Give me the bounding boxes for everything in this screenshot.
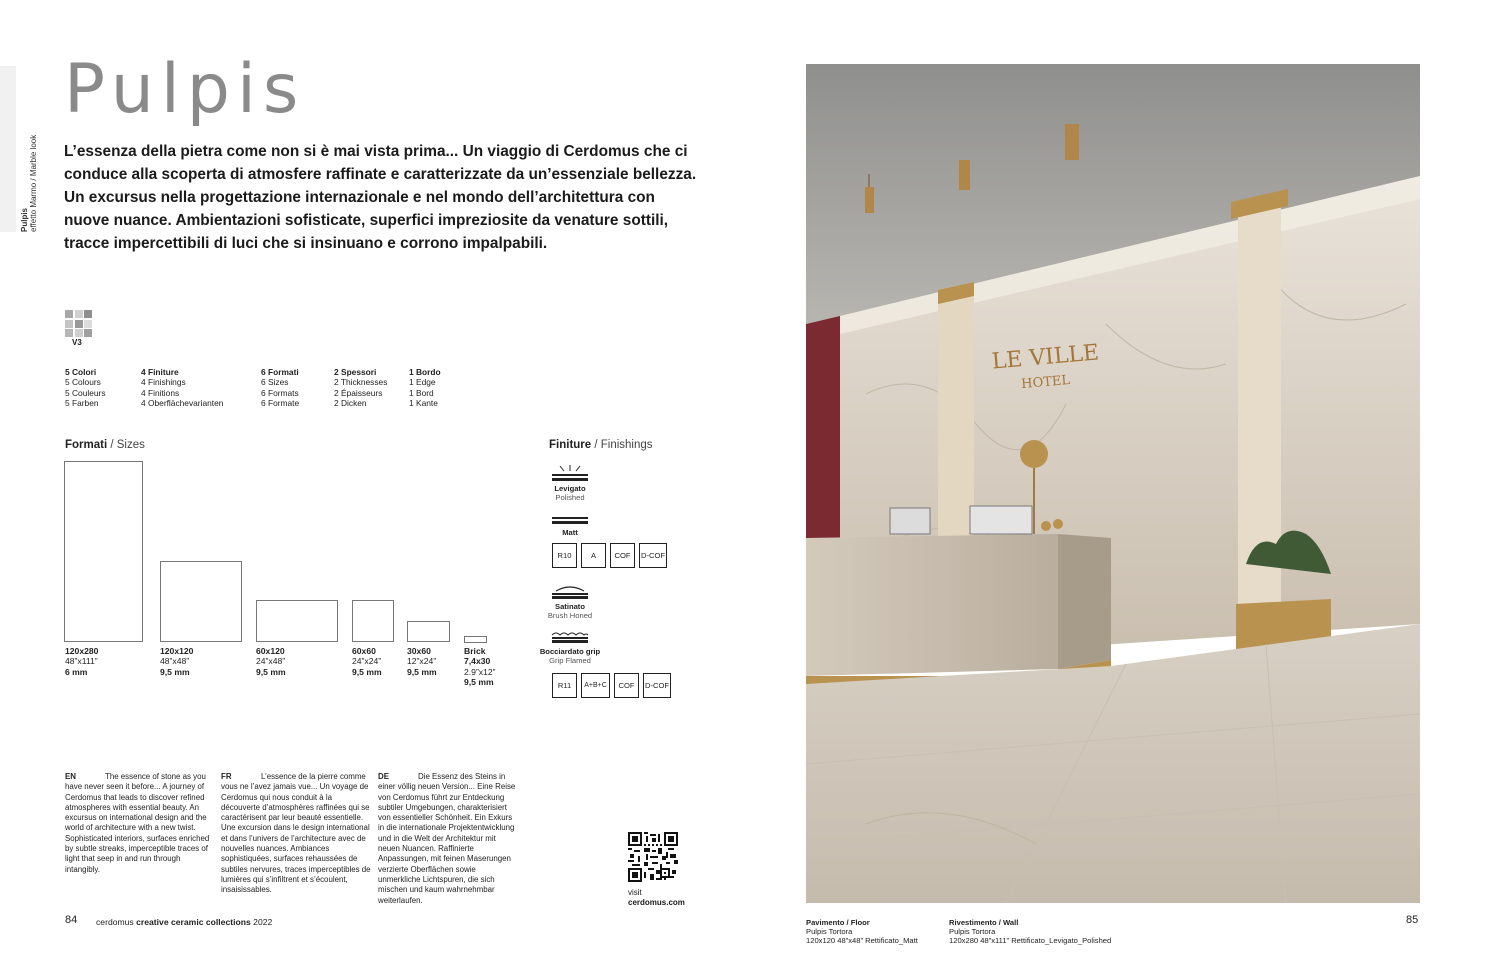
finish-grip-flamed: Bocciardato grip Grip Flamed [539, 647, 601, 665]
badge-cof: COF [614, 673, 639, 698]
text-en: EN The essence of stone as you have never seen it before... A journey of Cerdomus that leads to discover refined atmospheres with essential beauty. An excursus on international design and the world of architecture with a new twist. Sophisticated interiors, surfaces enriched by subtle streaks, imperceptible traces of light that seep in and run through intangibly. [65, 772, 210, 874]
finish-matt: Matt [562, 528, 578, 537]
page-number-right: 85 [1406, 914, 1419, 926]
side-tab [0, 66, 16, 232]
format-label-120x280: 120x280 48”x111” 6 mm [65, 646, 99, 677]
brush-honed-finish-icon [551, 584, 589, 600]
side-collection-name: Pulpis [20, 207, 29, 232]
page-number-left: 84 [65, 914, 78, 926]
page-title: Pulpis [64, 50, 306, 129]
finish-brush-honed: Satinato Brush Honed [547, 602, 593, 620]
side-label [20, 135, 38, 232]
variation-label: V3 [72, 338, 82, 347]
badge-r11: R11 [552, 673, 577, 698]
caption-wall: Rivestimento / Wall Pulpis Tortora 120x280 48”x111” Rettificato_Levigato_Polished [949, 918, 1112, 945]
spec-edge: 1 Bordo 1 Edge 1 Bord 1 Kante [409, 367, 441, 408]
badge-a: A [581, 543, 606, 568]
format-box-120x120 [160, 561, 242, 642]
matt-badges [552, 543, 667, 568]
spec-finishes: 4 Finiture 4 Finishings 4 Finitions 4 Oberflächevarianten [141, 367, 224, 408]
badge-dcof: D-COF [639, 543, 667, 568]
qr-visit-label: visit [628, 888, 642, 897]
polished-finish-icon [551, 463, 589, 483]
qr-code-icon[interactable] [628, 832, 678, 882]
format-label-60x120: 60x120 24”x48” 9,5 mm [256, 646, 286, 677]
hotel-lobby-photo [806, 64, 1420, 903]
variation-mosaic-icon [65, 310, 92, 337]
format-label-120x120: 120x120 48”x48” 9,5 mm [160, 646, 194, 677]
footer-brand: cerdomus creative ceramic collections 2022 [96, 917, 273, 927]
badge-cof: COF [610, 543, 635, 568]
finish-polished: Levigato Polished [554, 484, 586, 502]
grip-flamed-finish-icon [551, 629, 589, 645]
format-label-60x60: 60x60 24”x24” 9,5 mm [352, 646, 382, 677]
text-de: DE Die Essenz des Steins in einer völlig neuen Version... Eine Reise von Cerdomus führt zur Entdeckung subtiler Umgebungen, charakterisiert von essentieller Schönheit. Ein Exkurs in die internationale Projektentwicklung und in die Welt der Architektur mit neuen Nuancen. Raffinierte Anpassungen, mit feinen Maserungen verzierte Oberflächen sowie unmerkliche Lichtspuren, die sich mischen und kaum wahrnehmbar weiterlaufen. [378, 772, 516, 905]
grip-badges [552, 673, 671, 698]
spec-sizes: 6 Formati 6 Sizes 6 Formats 6 Formate [261, 367, 300, 408]
text-fr: FR L’essence de la pierre comme vous ne l’avez jamais vue... Un voyage de Cerdomus qui nous conduit à la découverte d’atmosphères raffinées qui se caractérisent par leur beauté essentielle. Une excursion dans le design international et dans l’univers de l’architecture avec de nouvelles nuances. Ambiances sophistiquées, surfaces rehaussées de subtiles nervures, traces imperceptibles de lumières qui s’infiltrent et s’écoulent, insaisissables. [221, 772, 371, 895]
sign-hotel: HOTEL [1020, 372, 1071, 393]
finishes-heading: Finiture / Finishings [549, 439, 653, 451]
sign-le-ville: LE VILLE [990, 340, 1101, 375]
caption-floor: Pavimento / Floor Pulpis Tortora 120x120 48”x48” Rettificato_Matt [806, 918, 918, 945]
badge-dcof: D-COF [643, 673, 671, 698]
format-box-120x280 [64, 461, 143, 642]
format-box-60x120 [256, 600, 338, 642]
spec-thickness: 2 Spessori 2 Thicknesses 2 Épaisseurs 2 Dicken [334, 367, 388, 408]
format-label-brick: Brick 7,4x30 2.9”x12” 9,5 mm [464, 646, 496, 687]
badge-abc: A+B+C [581, 673, 610, 698]
qr-caption [628, 888, 685, 907]
spec-colors: 5 Colori 5 Colours 5 Couleurs 5 Farben [65, 367, 106, 408]
format-box-30x60 [407, 621, 450, 642]
badge-r10: R10 [552, 543, 577, 568]
format-box-brick [464, 636, 487, 643]
format-box-60x60 [352, 600, 394, 642]
format-label-30x60: 30x60 12”x24” 9,5 mm [407, 646, 437, 677]
formats-heading: Formati / Sizes [65, 439, 145, 451]
intro-paragraph: L’essenza della pietra come non si è mai vista prima... Un viaggio di Cerdomus che ci conduce alla scoperta di atmosfere raffinate e caratterizzate da un’essenziale bellezza. Un excursus nella progettazione internazionale e nel mondo dell’architettura con nuove nuance. Ambientazioni sofisticate, superfici impreziosite da venature sottili, tracce impercettibili di luci che si insinuano e corrono impalpabili. [64, 143, 697, 252]
side-subtitle: effetto Marmo / Marble look [29, 134, 38, 232]
matt-finish-icon [551, 515, 589, 527]
qr-url-link[interactable]: cerdomus.com [628, 897, 685, 907]
